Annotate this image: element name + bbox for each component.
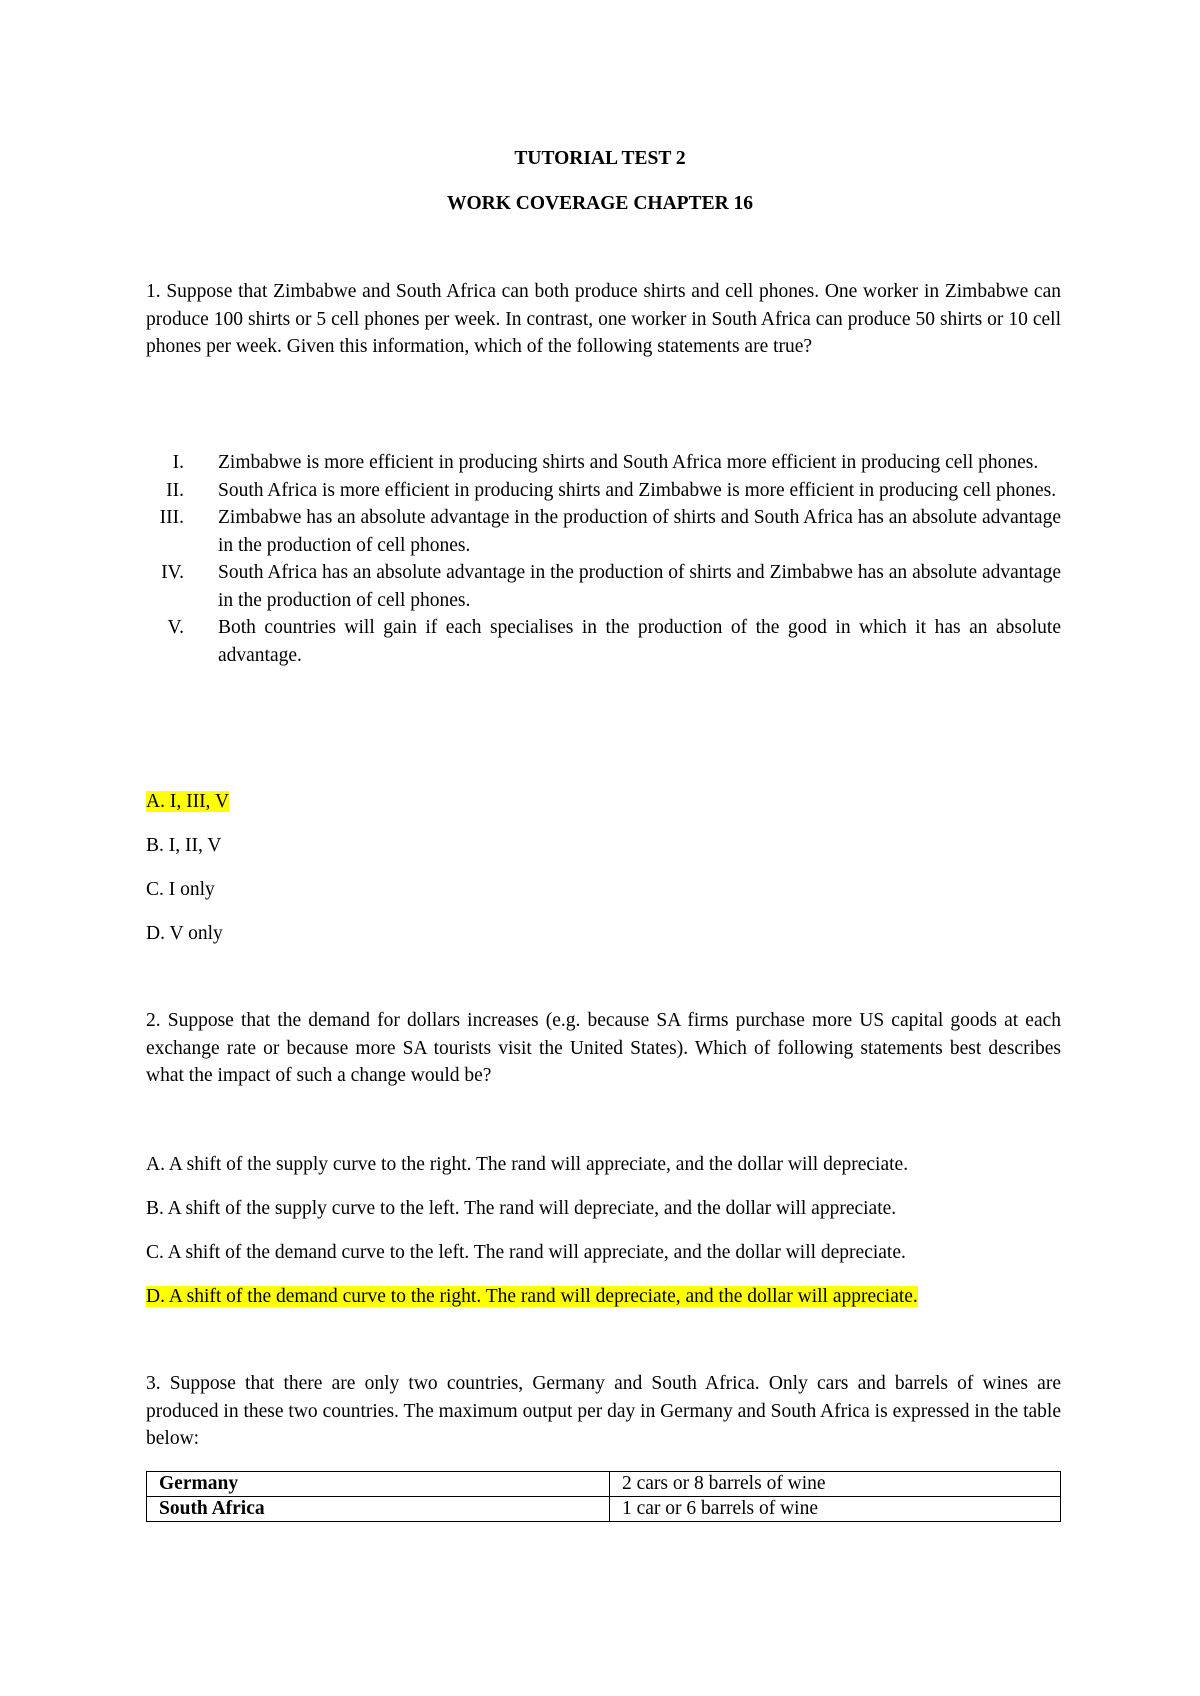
- question-2-option-b: B. A shift of the supply curve to the left. The rand will depreciate, and the dollar will appreciate.: [146, 1198, 897, 1219]
- table-row: [147, 1497, 1061, 1522]
- question-1-option-a: [146, 788, 229, 816]
- statement-text: Zimbabwe has an absolute advantage in the production of shirts and South Africa has an absolute advantage in the production of cell phones.: [218, 507, 1061, 556]
- question-1-text: 1. Suppose that Zimbabwe and South Africa can both produce shirts and cell phones. One worker in Zimbabwe can produce 100 shirts or 5 cell phones per week. In contrast, one worker in South Africa can produce 50 shirts or 10 cell phones per week. Given this information, which of the following statements are true?: [146, 281, 1061, 357]
- statement-number: I.: [172, 452, 184, 473]
- question-2-option-c: C. A shift of the demand curve to the left. The rand will appreciate, and the dollar will depreciate.: [146, 1242, 906, 1263]
- table-cell-output: 2 cars or 8 barrels of wine: [610, 1472, 1061, 1497]
- statement-text: South Africa has an absolute advantage in the production of shirts and Zimbabwe has an absolute advantage in the production of cell phones.: [218, 562, 1061, 611]
- table-row: [147, 1472, 1061, 1497]
- question-2-text: 2. Suppose that the demand for dollars increases (e.g. because SA firms purchase more US capital goods at each exchange rate or because more SA tourists visit the United States). Which of following statements best describes what the impact of such a change would be?: [146, 1010, 1061, 1086]
- statement-item: [146, 559, 1061, 614]
- statement-number: IV.: [161, 562, 184, 583]
- page-title: TUTORIAL TEST 2: [514, 148, 686, 169]
- table-cell-country: Germany: [147, 1472, 610, 1497]
- question-1-option-b: B. I, II, V: [146, 835, 222, 856]
- question-1-statements: [146, 449, 1061, 669]
- question-1-option-d: D. V only: [146, 923, 223, 944]
- statement-item: [146, 477, 1061, 505]
- question-2-option-d: [146, 1283, 918, 1311]
- output-table: [146, 1471, 1061, 1522]
- answer-highlight: A. I, III, V: [146, 791, 230, 812]
- table-cell-country: South Africa: [147, 1497, 610, 1522]
- question-1-option-c: C. I only: [146, 879, 215, 900]
- statement-item: [146, 614, 1061, 669]
- answer-highlight: D. A shift of the demand curve to the right. The rand will depreciate, and the dollar will appreciate.: [146, 1286, 918, 1307]
- statement-item: [146, 449, 1061, 477]
- statement-item: [146, 504, 1061, 559]
- statement-number: V.: [167, 617, 184, 638]
- statement-text: Zimbabwe is more efficient in producing shirts and South Africa more efficient in producing cell phones.: [218, 452, 1039, 473]
- question-3-text: 3. Suppose that there are only two countries, Germany and South Africa. Only cars and barrels of wines are produced in these two countries. The maximum output per day in Germany and South Africa is expressed in the table below:: [146, 1373, 1061, 1449]
- statement-number: III.: [159, 507, 184, 528]
- table-cell-output: 1 car or 6 barrels of wine: [610, 1497, 1061, 1522]
- statement-number: II.: [166, 479, 184, 501]
- statement-text: Both countries will gain if each specialises in the production of the good in which it has an absolute advantage.: [218, 617, 1061, 666]
- question-2-option-a: A. A shift of the supply curve to the right. The rand will appreciate, and the dollar will depreciate.: [146, 1154, 909, 1175]
- page-subtitle: WORK COVERAGE CHAPTER 16: [446, 193, 754, 214]
- statement-text: South Africa is more efficient in producing shirts and Zimbabwe is more efficient in producing cell phones.: [218, 479, 1057, 501]
